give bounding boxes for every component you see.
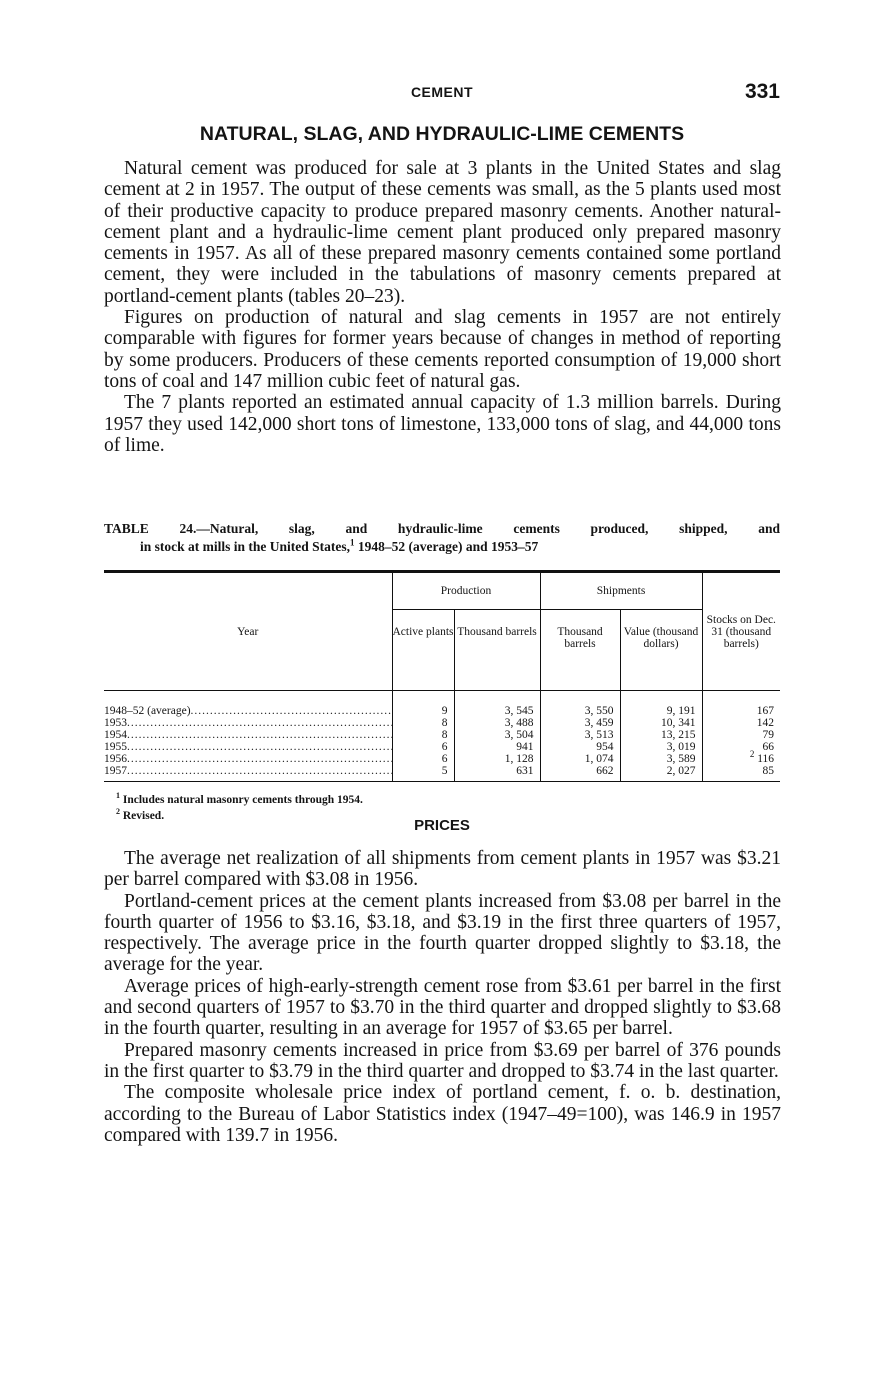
table-row: [104, 691, 780, 718]
footnote-mark: 1: [116, 791, 120, 800]
header-year: Year: [104, 572, 392, 691]
row-year: 1953 .....: [104, 717, 392, 729]
header-production-thousand-barrels: Thousand barrels: [454, 610, 540, 691]
running-title: CEMENT: [410, 84, 474, 100]
row-shipments: 3, 513: [540, 729, 620, 741]
table-row: [104, 765, 780, 782]
table-caption-line2: [104, 538, 780, 556]
row-production: 3, 488: [454, 717, 540, 729]
row-stocks: [702, 749, 780, 765]
row-shipments: 3, 459: [540, 717, 620, 729]
paragraph: Natural cement was produced for sale at 3 plants in the United States and slag cement at 2 in 1957. The output of these cements was small, as the 5 plants used most of their productive capacity to produce prepared masonry cements. Another natural-cement plant and a hydraulic-lime cement plant produced only prepared masonry cements in 1957. As all of these prepared masonry cements contained some portland cement, they were included in the tabulations of masonry cements prepared at portland-cement plants (tables 20–23).: [104, 158, 781, 307]
row-value: 3, 589: [620, 753, 702, 765]
section2-body: [104, 848, 781, 1146]
table-row: [104, 717, 780, 729]
table-row: [104, 741, 780, 753]
footnote-text: Includes natural masonry cements through 1954.: [122, 793, 363, 806]
paragraph: Prepared masonry cements increased in price from $3.69 per barrel of 376 pounds in the first quarter to $3.79 in the third quarter and dropped to $3.74 in the last quarter.: [104, 1039, 781, 1082]
table-caption-line2a: in stock at mills in the United States,: [140, 539, 351, 554]
footnote-marker: 1: [350, 537, 355, 548]
row-plants: 5: [392, 765, 454, 782]
paragraph: The average net realization of all shipments from cement plants in 1957 was $3.21 per barrel compared with $3.08 in 1956.: [104, 848, 781, 891]
paragraph: Portland-cement prices at the cement plants increased from $3.08 per barrel in the fourth quarter of 1956 to $3.16, $3.18, and $3.19 in the first three quarters of 1957, respectively. The average price in the fourth quarter dropped slightly to $3.18, the average for the year.: [104, 890, 781, 976]
section-heading-prices: PRICES: [414, 817, 470, 834]
row-stocks: 142: [702, 717, 780, 729]
row-shipments: 1, 074: [540, 753, 620, 765]
row-value: 10, 341: [620, 717, 702, 729]
row-production: 1, 128: [454, 753, 540, 765]
header-production: Production: [392, 572, 540, 610]
row-shipments: 662: [540, 765, 620, 782]
row-production: 631: [454, 765, 540, 782]
row-plants: 8: [392, 717, 454, 729]
table-caption-line1: TABLE 24.—Natural, slag, and hydraulic-lime cements produced, shipped, and: [104, 521, 780, 536]
page-number: 331: [744, 80, 780, 103]
footnote-marker: 2: [749, 749, 755, 760]
header-shipments: Shipments: [540, 572, 702, 610]
row-year: 1955 .....: [104, 741, 392, 753]
table-caption-line2b: 1948–52 (average) and 1953–57: [354, 539, 539, 554]
row-year: 1957 .....: [104, 765, 392, 782]
row-plants: 6: [392, 741, 454, 753]
cement-table: [104, 570, 780, 782]
row-year: 1954 .....: [104, 729, 392, 741]
header-value: Value (thousand dollars): [620, 610, 702, 691]
row-value: 9, 191: [620, 691, 702, 718]
row-value: 3, 019: [620, 741, 702, 753]
running-head: [104, 80, 780, 106]
row-plants: 9: [392, 691, 454, 718]
table-caption: [104, 520, 780, 556]
footnote: [116, 790, 363, 806]
paragraph: Figures on production of natural and slag cements in 1957 are not entirely comparable with figures for former years because of changes in method of reporting by some producers. Producers of these cements reported consumption of 19,000 short tons of coal and 147 million cubic feet of natural gas.: [104, 307, 781, 392]
row-value: 13, 215: [620, 729, 702, 741]
row-plants: 6: [392, 753, 454, 765]
row-shipments: 954: [540, 741, 620, 753]
row-production: 3, 504: [454, 729, 540, 741]
table-row: [104, 729, 780, 741]
section-heading-natural-slag: NATURAL, SLAG, AND HYDRAULIC-LIME CEMENTS: [199, 123, 685, 145]
section1-body: [104, 158, 781, 456]
footnote-mark: 2: [116, 806, 120, 816]
row-plants: 8: [392, 729, 454, 741]
row-year: 1956 .....: [104, 753, 392, 765]
header-active-plants: Active plants: [392, 610, 454, 691]
paragraph: Average prices of high-early-strength cement rose from $3.61 per barrel in the first and second quarters of 1957 to $3.70 in the third quarter and dropped slightly to $3.68 in the fourth quarter, resulting in an average for 1957 of $3.65 per barrel.: [104, 975, 781, 1040]
header-shipments-thousand-barrels: Thousand barrels: [540, 610, 620, 691]
row-stocks: 66: [702, 741, 780, 753]
table-row: [104, 753, 780, 765]
row-stocks: 85: [702, 765, 780, 782]
paragraph: The 7 plants reported an estimated annual capacity of 1.3 million barrels. During 1957 they used 142,000 short tons of limestone, 133,000 tons of slag, and 44,000 tons of lime.: [104, 392, 781, 456]
row-shipments: 3, 550: [540, 691, 620, 718]
row-stocks: 79: [702, 729, 780, 741]
row-value: 2, 027: [620, 765, 702, 782]
row-production: 941: [454, 741, 540, 753]
row-stocks-value: 116: [757, 753, 775, 765]
row-production: 3, 545: [454, 691, 540, 718]
footnote-text: Revised.: [122, 809, 165, 822]
header-stocks: Stocks on Dec. 31 (thousand barrels): [702, 572, 780, 691]
row-stocks: 167: [702, 691, 780, 718]
paragraph: The composite wholesale price index of portland cement, f. o. b. destination, according to the Bureau of Labor Statistics index (1947–49=100), was 146.9 in 1957 compared with 139.7 in 1956.: [104, 1082, 781, 1146]
row-year: 1948–52 (average) .....: [104, 691, 392, 718]
